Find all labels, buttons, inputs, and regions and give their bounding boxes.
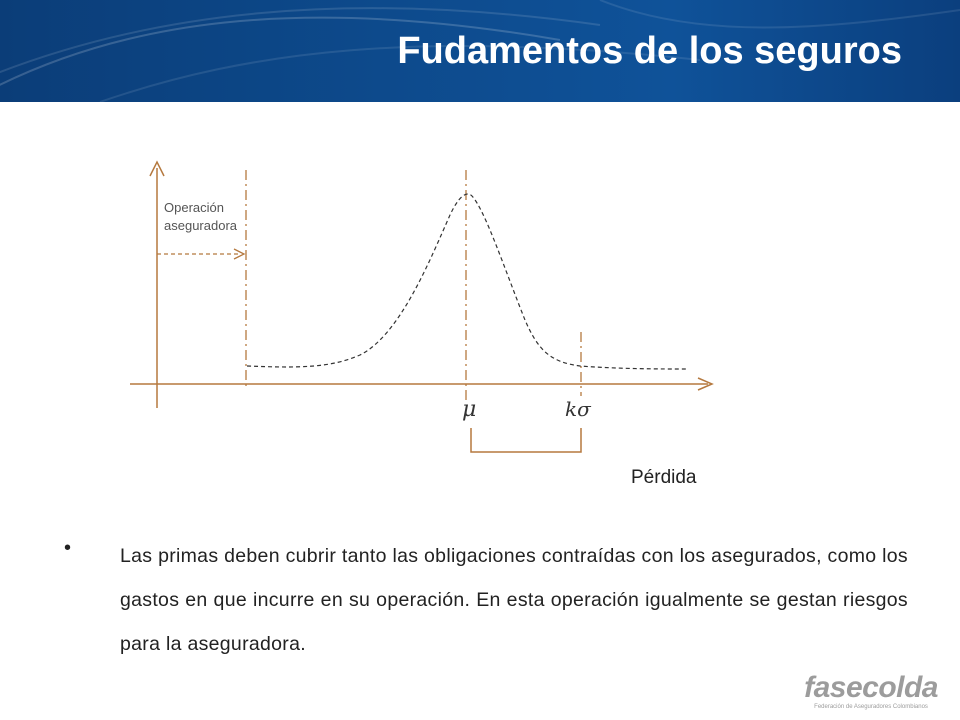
operation-label-line2: aseguradora bbox=[164, 218, 237, 233]
logo-wordmark: fasecolda bbox=[804, 671, 938, 704]
loss-distribution-curve bbox=[247, 194, 688, 369]
fasecolda-logo bbox=[804, 673, 938, 710]
operation-label bbox=[164, 199, 237, 235]
loss-label: Pérdida bbox=[631, 467, 697, 488]
mu-label: μ bbox=[462, 397, 477, 422]
operation-label-line1: Operación bbox=[164, 200, 224, 215]
logo-subtitle: Federación de Aseguradores Colombianos bbox=[814, 704, 928, 710]
margin-bracket bbox=[471, 428, 581, 452]
k-sigma-label: kσ bbox=[565, 397, 591, 421]
bullet-marker: • bbox=[64, 537, 72, 559]
page-title: Fudamentos de los seguros bbox=[397, 30, 902, 72]
body-paragraph: Las primas deben cubrir tanto las obligaciones contraídas con los asegurados, como los gastos en que incurre en su operación. En esta operación igualmente se gestan riesgos para la aseguradora. bbox=[120, 545, 908, 655]
